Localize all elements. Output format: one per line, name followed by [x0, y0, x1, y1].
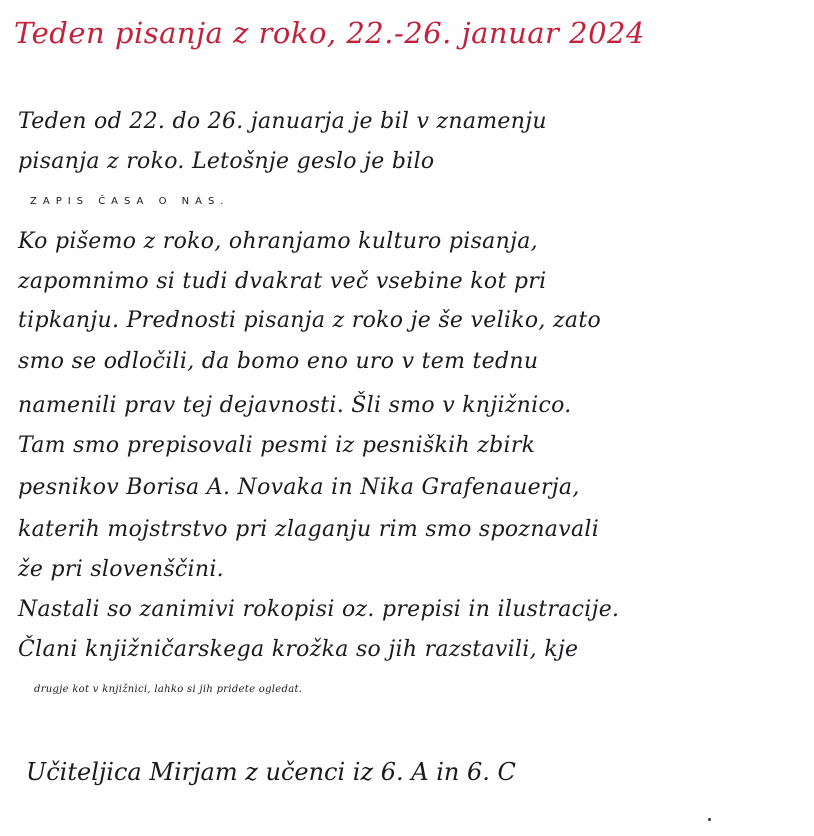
ink-speck — [708, 818, 711, 821]
text-line: pesnikov Borisa A. Novaka in Nika Grafenauerja, — [18, 475, 580, 500]
text-line: tipkanju. Prednosti pisanja z roko je še veliko, zato — [18, 308, 602, 333]
page-title: Teden pisanja z roko, 22.-26. januar 2024 — [14, 16, 645, 50]
text-line: že pri slovenščini. — [18, 557, 224, 582]
text-line: Člani knjižničarskega krožka so jih razstavili, kje — [18, 637, 579, 662]
text-line: katerih mojstrstvo pri zlaganju rim smo spoznavali — [18, 517, 600, 542]
text-line: Nastali so zanimivi rokopisi oz. prepisi in ilustracije. — [18, 597, 620, 622]
text-line: Ko pišemo z roko, ohranjamo kulturo pisanja, — [18, 229, 538, 254]
text-line: Teden od 22. do 26. januarja je bil v znamenju — [18, 109, 547, 134]
text-line: namenili prav tej dejavnosti. Šli smo v knjižnico. — [18, 393, 572, 418]
signature-line: Učiteljica Mirjam z učenci iz 6. A in 6. C — [26, 758, 516, 786]
text-line: smo se odločili, da bomo eno uro v tem tednu — [18, 349, 539, 374]
motto-line: ZAPIS ČASA O NAS. — [30, 196, 230, 207]
text-line: zapomnimo si tudi dvakrat več vsebine kot pri — [18, 269, 547, 294]
text-line: pisanja z roko. Letošnje geslo je bilo — [18, 149, 435, 174]
text-line: drugje kot v knjižnici, lahko si jih pridete ogledat. — [34, 684, 303, 695]
text-line: Tam smo prepisovali pesmi iz pesniških zbirk — [18, 433, 536, 458]
